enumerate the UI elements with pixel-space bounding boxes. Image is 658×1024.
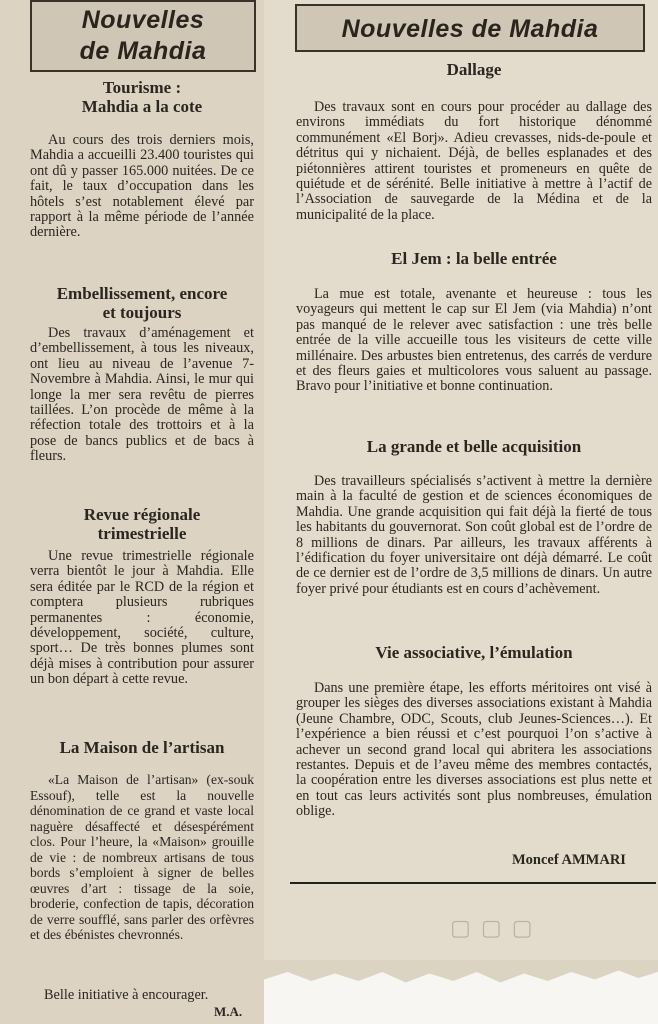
maison-body: «La Maison de l’artisan» (ex-souk Essouf), telle est la nouvelle dénomination de ce grand et vaste local naguère désaffecté et désespérément clos. Pour l’heure, la «Maison» grouille de vie : de nombreux artisans de tous bords s’emploient à signer de belles œuvres d’art : tissage de la soie, broderie, confection de tapis, décoration de verre soufflé, sans parler des orfèvres et des ébénistes chevronnés. bbox=[30, 772, 254, 942]
left-signature: M.A. bbox=[214, 1004, 243, 1019]
bottom-rule bbox=[290, 882, 656, 884]
tourisme-body: Au cours des trois derniers mois, Mahdia a accueilli 23.400 touristes qui ont dû y passer 165.000 nuitées. De ce fait, le taux d’occupation dans les hôtels s’est notablement élevé par rapport à la même période de l’année dernière. bbox=[30, 132, 254, 241]
left-masthead bbox=[30, 0, 256, 72]
dallage-title: Dallage bbox=[446, 60, 502, 79]
embellissement-title bbox=[30, 284, 254, 322]
eljem-title: El Jem : la belle entrée bbox=[391, 249, 557, 268]
embellissement-title-line1: Embellissement, encore bbox=[56, 284, 228, 303]
right-signature: Moncef AMMARI bbox=[512, 852, 626, 868]
acquisition-body: Des travailleurs spécialisés s’activent à mettre la dernière main à la faculté de gestion et de sciences économiques de Mahdia. Une grande acquisition qui fait déjà la fierté de tous les habitants du gouvernorat. Son coût global est de l’ordre de 8 millions de dinars. Par ailleurs, les travaux afférents à l’édification du foyer universitaire ont déjà démarré. Le coût de ce dernier est de l’ordre de 3,5 millions de dinars. Un autre foyer privé pour étudiants est en cours d’achèvement. bbox=[296, 473, 652, 597]
tourisme-title-line1: Tourisme : bbox=[102, 78, 182, 97]
revue-title-line1: Revue régionale bbox=[83, 505, 201, 524]
revue-body: Une revue trimestrielle régionale verra bientôt le jour à Mahdia. Elle sera éditée par le RCD de la région et comptera plusieurs rubriques permanentes : économie, développement, société, culture, sport… De très bonnes plumes sont déjà mises à contribution pour assurer un bon départ à cette revue. bbox=[30, 548, 254, 688]
eljem-body: La mue est totale, avenante et heureuse : tous les voyageurs qui mettent le cap sur El Jem (via Mahdia) n’ont pas manqué de le relever avec satisfaction : une très belle entrée de la ville accueille tous les visiteurs de cette ville millénaire. Des arbustes bien entretenus, des carrés de verdure et des fleurs gaies et multicolores vous saluent au passage. Bravo pour l’initiative et bonne continuation. bbox=[296, 286, 652, 395]
dallage-body: Des travaux sont en cours pour procéder au dallage des environs immédiats du fort historique dénommé communément «El Borj». Adieu crevasses, nids-de-poule et détritus qui y nichaient. Déjà, de belles esplanades et des piétonnières attirent touristes et promeneurs en quête de quiétude et de sérénité. Belle initiative à mettre à l’actif de l’Association de sauvegarde de la Médina et de la municipalité de la place. bbox=[296, 99, 652, 223]
embellissement-title-line2: et toujours bbox=[102, 303, 182, 322]
torn-edge bbox=[264, 960, 658, 990]
vie-body: Dans une première étape, les efforts méritoires ont visé à grouper les sièges des diverses associations existant à Mahdia (Jeune Chambre, ODC, Scouts, club Jeunes-Sciences…). Et l’expérience a bien réussi et c’est pourquoi l’on s’active à achever un second grand local qui abritera les associations restantes. Depuis et de l’aveu même des membres contactés, la coopération entre les diverses associations est plus nette et en tout cas leurs activités sont plus nombreuses, émulation oblige. bbox=[296, 680, 652, 820]
left-masthead-line1: Nouvelles bbox=[81, 6, 205, 34]
embellissement-body: Des travaux d’aménagement et d’embellissement, à tous les niveaux, ont lieu au niveau de l’avenue 7-Novembre à Mahdia. Ainsi, le mur qui longe la mer sera revêtu de pierres taillées. L’on procède de même à la réfection totale des trottoirs et à la pose de bancs publics et de bacs à fleurs. bbox=[30, 325, 254, 465]
revue-title bbox=[30, 505, 254, 543]
right-masthead: Nouvelles de Mahdia bbox=[295, 4, 645, 52]
faded-stamp: ▢ ▢ ▢ bbox=[450, 915, 535, 940]
tourisme-title bbox=[30, 78, 254, 116]
maison-title: La Maison de l’artisan bbox=[59, 738, 225, 757]
acquisition-title: La grande et belle acquisition bbox=[366, 437, 582, 456]
vie-title: Vie associative, l’émulation bbox=[375, 643, 573, 662]
left-masthead-line2: de Mahdia bbox=[79, 37, 207, 65]
tourisme-title-line2: Mahdia a la cote bbox=[81, 97, 203, 116]
revue-title-line2: trimestrielle bbox=[97, 524, 187, 543]
maison-closing: Belle initiative à encourager. bbox=[44, 987, 209, 1003]
